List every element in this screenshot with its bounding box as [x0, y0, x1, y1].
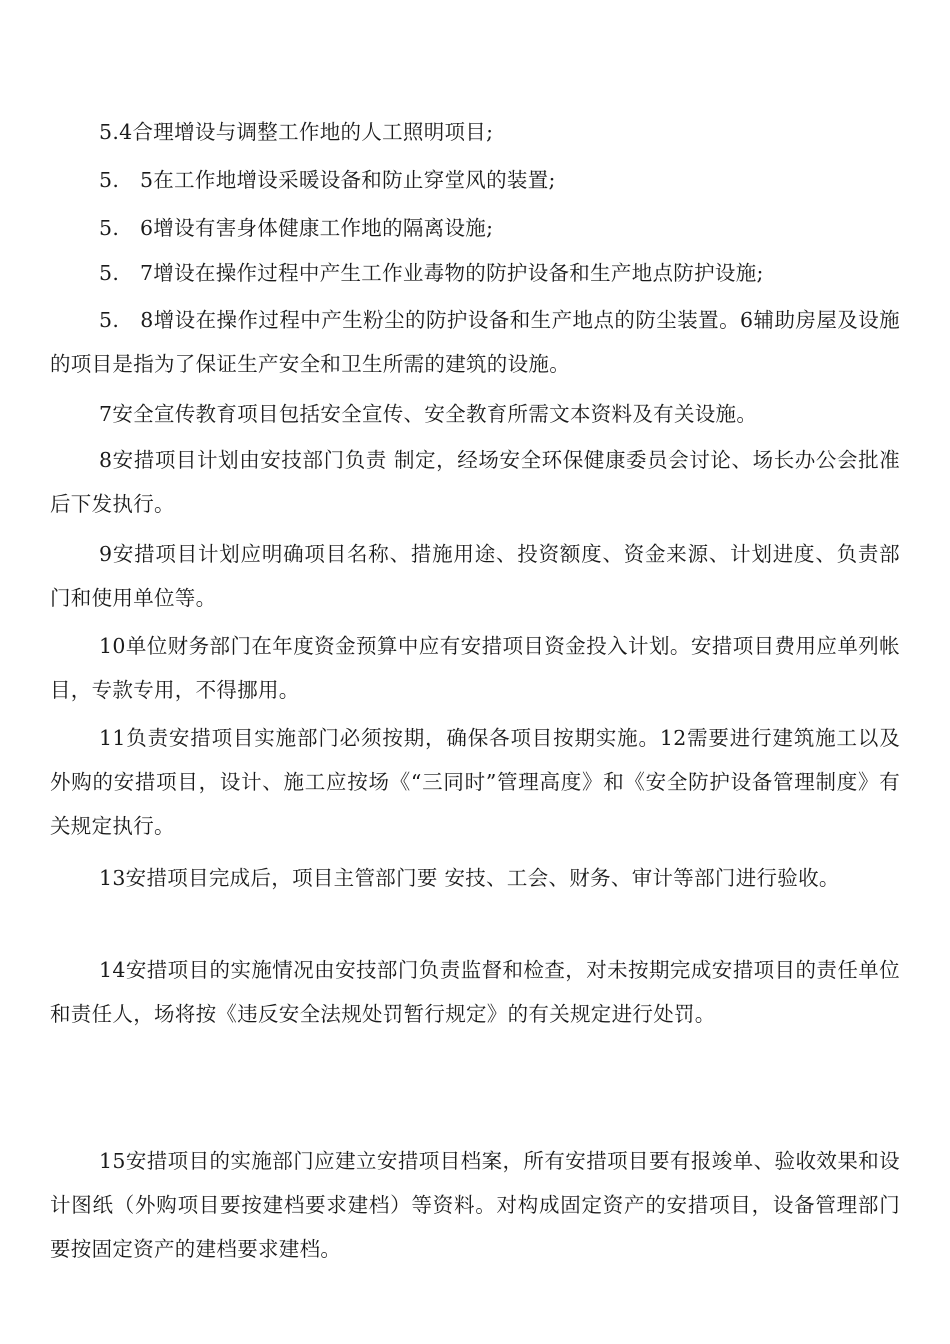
paragraph-5-7: 5. 7增设在操作过程中产生工作业毒物的防护设备和生产地点防护设施;: [99, 261, 764, 285]
paragraph-9: 9安措项目计划应明确项目名称、措施用途、投资额度、资金来源、计划进度、负责部门和使用单位等。: [50, 542, 900, 610]
paragraph-13: 13安措项目完成后，项目主管部门要 安技、工会、财务、审计等部门进行验收。: [99, 866, 840, 890]
paragraph-11: 11负责安措项目实施部门必须按期，确保各项目按期实施。12需要进行建筑施工以及外购的安措项目，设计、施工应按场《“三同时”管理高度》和《安全防护设备管理制度》有关规定执行。: [50, 726, 900, 838]
paragraph-8: 8安措项目计划由安技部门负责 制定，经场安全环保健康委员会讨论、场长办公会批准后下发执行。: [50, 448, 900, 516]
paragraph-7: 7安全宣传教育项目包括安全宣传、安全教育所需文本资料及有关设施。: [99, 402, 758, 426]
paragraph-15: 15安措项目的实施部门应建立安措项目档案，所有安措项目要有报竣单、验收效果和设计图纸（外购项目要按建档要求建档）等资料。对构成固定资产的安措项目，设备管理部门要按固定资产的建档要求建档。: [50, 1149, 900, 1261]
paragraph-10: 10单位财务部门在年度资金预算中应有安措项目资金投入计划。安措项目费用应单列帐目，专款专用，不得挪用。: [50, 634, 900, 702]
paragraph-5-8: 5. 8增设在操作过程中产生粉尘的防护设备和生产地点的防尘装置。6辅助房屋及设施的项目是指为了保证生产安全和卫生所需的建筑的设施。: [50, 308, 900, 376]
paragraph-5-6: 5. 6增设有害身体健康工作地的隔离设施;: [99, 216, 494, 240]
paragraph-5-5: 5. 5在工作地增设采暖设备和防止穿堂风的装置;: [99, 168, 556, 192]
paragraph-14: 14安措项目的实施情况由安技部门负责监督和检查，对未按期完成安措项目的责任单位和责任人，场将按《违反安全法规处罚暂行规定》的有关规定进行处罚。: [50, 958, 900, 1026]
paragraph-5-4: 5.4合理增设与调整工作地的人工照明项目;: [99, 120, 494, 144]
